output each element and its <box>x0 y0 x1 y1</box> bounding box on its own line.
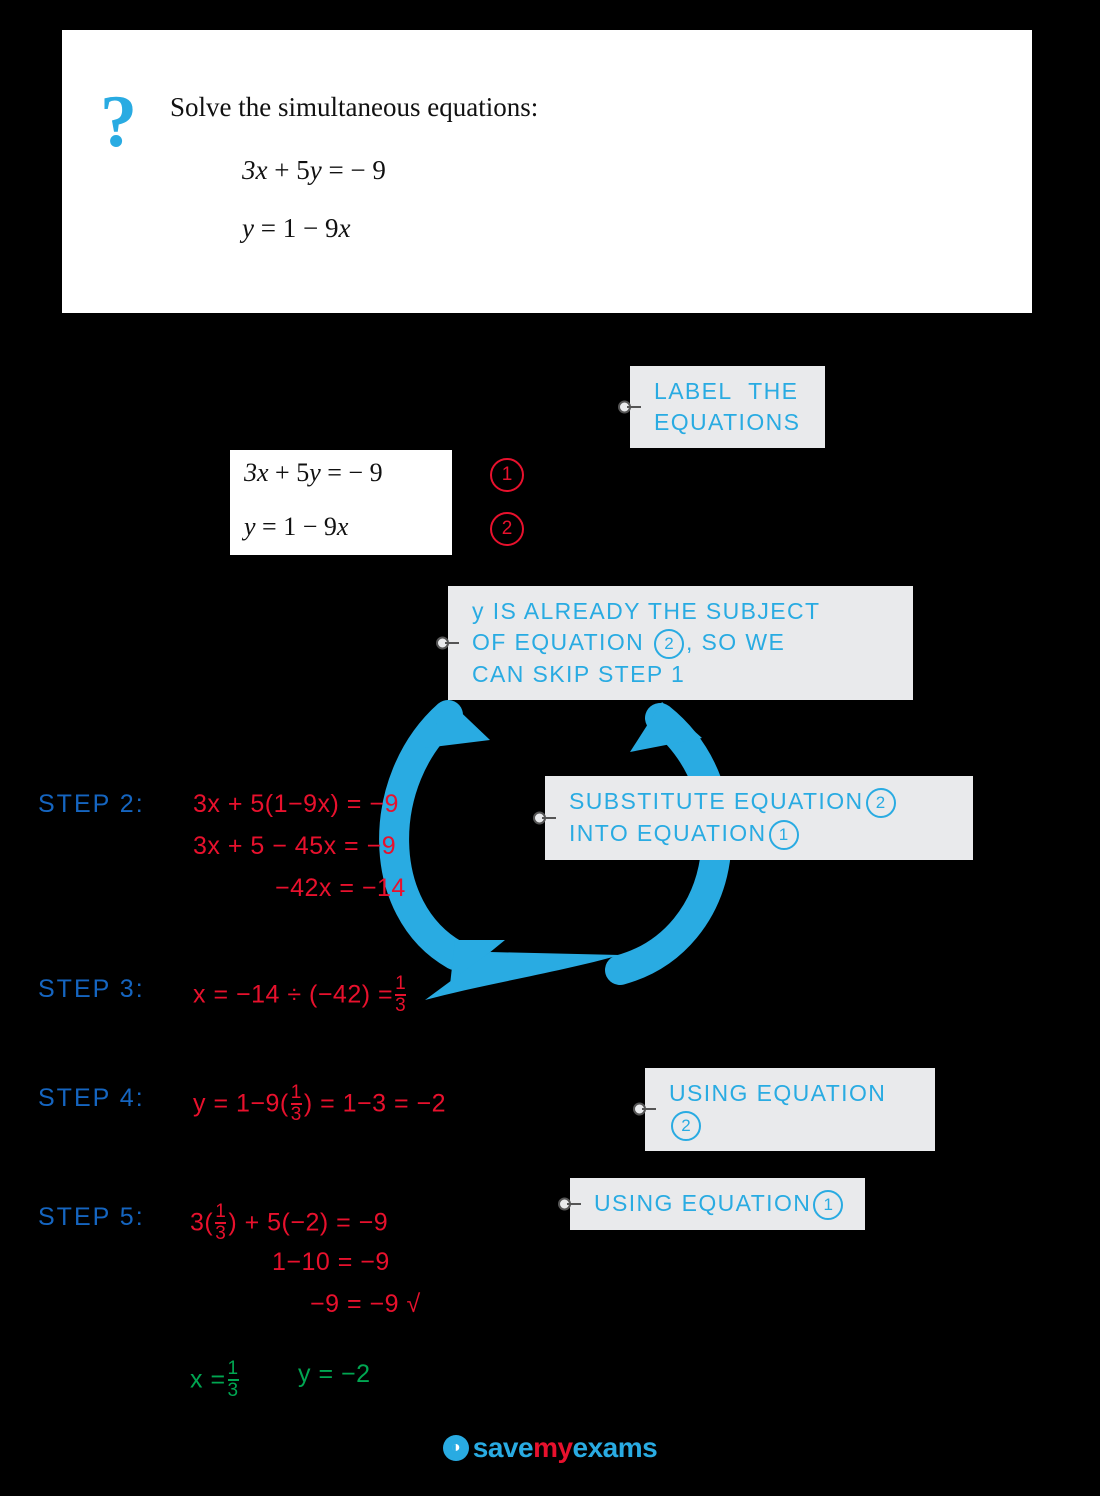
step-5-label: STEP 5: <box>38 1203 145 1231</box>
fraction-denominator: 3 <box>395 994 407 1016</box>
tag-skip-step-1 <box>448 586 913 700</box>
step-2-line-3: −42x = −14 <box>275 874 406 902</box>
fraction-one-third-b: $\frac{1}{3}$ <box>290 1082 302 1125</box>
tag-skip-step-1-line2-b: , SO WE <box>685 629 786 656</box>
equation-number-2: 2 <box>490 512 524 546</box>
step-5-line-1: 3( $\frac{1}{3}$ ) + 5(−2) = −9 <box>190 1201 389 1244</box>
fraction-numerator: 1 <box>395 973 407 994</box>
tag-skip-step-1-line1: y IS ALREADY THE SUBJECT <box>472 598 821 624</box>
step-4-label: STEP 4: <box>38 1084 145 1112</box>
inline-equation-number-1: 1 <box>769 820 799 850</box>
tag-skip-step-1-line3: CAN SKIP STEP 1 <box>472 660 686 687</box>
final-answer-x-label: x = <box>190 1365 226 1394</box>
step-4-line-1: y = 1−9( $\frac{1}{3}$ ) = 1−3 = −2 <box>193 1082 447 1125</box>
tag-label-equations <box>630 366 825 448</box>
final-answer-y: y = −2 <box>298 1360 371 1388</box>
tag-skip-step-1-line2-a: OF EQUATION <box>472 629 652 656</box>
labelled-equation-1: 3x + 5y = − 9 <box>244 458 383 487</box>
labelled-equations-box <box>230 450 452 555</box>
tag-label-equations-line1: LABEL THE <box>654 378 799 404</box>
fraction-one-third-c: $\frac{1}{3}$ <box>215 1201 227 1244</box>
save-my-exams-logo <box>0 1432 1100 1464</box>
step-3-label: STEP 3: <box>38 975 145 1003</box>
logo-text-save: save <box>472 1432 534 1463</box>
tag-substitute-line1 <box>569 786 955 818</box>
equation-number-1: 1 <box>490 458 524 492</box>
tag-substitute-line2 <box>569 818 955 850</box>
logo-mark-icon: ◑ <box>443 1435 469 1461</box>
tag-label-equations-line2: EQUATIONS <box>654 409 801 436</box>
step-2-line-1: 3x + 5(1−9x) = −9 <box>193 790 399 818</box>
question-equation-2: y = 1 − 9x <box>242 213 351 243</box>
tag-skip-step-1-line2 <box>472 627 895 659</box>
step-5-line-2: 1−10 = −9 <box>272 1248 390 1276</box>
tag-substitute <box>545 776 973 860</box>
logo-text-exams: exams <box>572 1432 658 1463</box>
step-5-line-3: −9 = −9 √ <box>310 1290 421 1318</box>
step-3-line-1 <box>193 975 408 1017</box>
fraction-one-third-d: $\frac{1}{3}$ <box>227 1358 239 1401</box>
question-prompt: Solve the simultaneous equations: <box>170 92 539 122</box>
step-3-expression: x = −14 ÷ (−42) = <box>193 980 394 1009</box>
inline-equation-number-2c: 2 <box>671 1111 701 1141</box>
step-2-label: STEP 2: <box>38 790 145 818</box>
question-mark-icon: ? <box>100 81 137 163</box>
final-answer-x <box>190 1360 241 1402</box>
inline-equation-number-2: 2 <box>654 629 684 659</box>
tag-using-equation-1 <box>570 1178 865 1230</box>
tag-using-equation-1-text: USING EQUATION <box>594 1190 812 1216</box>
inline-equation-number-1b: 1 <box>813 1190 843 1220</box>
logo-text-my: my <box>533 1432 573 1463</box>
inline-equation-number-2b: 2 <box>866 788 896 818</box>
step-2-line-2: 3x + 5 − 45x = −9 <box>193 832 397 860</box>
labelled-equation-2: y = 1 − 9x <box>244 512 349 541</box>
question-card <box>62 30 1032 313</box>
question-equation-1: 3x + 5y = − 9 <box>242 155 386 185</box>
fraction-one-third-a <box>395 974 406 1016</box>
tag-substitute-line1-text: SUBSTITUTE EQUATION <box>569 788 864 814</box>
tag-using-equation-2-text: USING EQUATION <box>669 1080 887 1106</box>
tag-using-equation-2 <box>645 1068 935 1151</box>
tag-substitute-line2-text: INTO EQUATION <box>569 819 767 846</box>
